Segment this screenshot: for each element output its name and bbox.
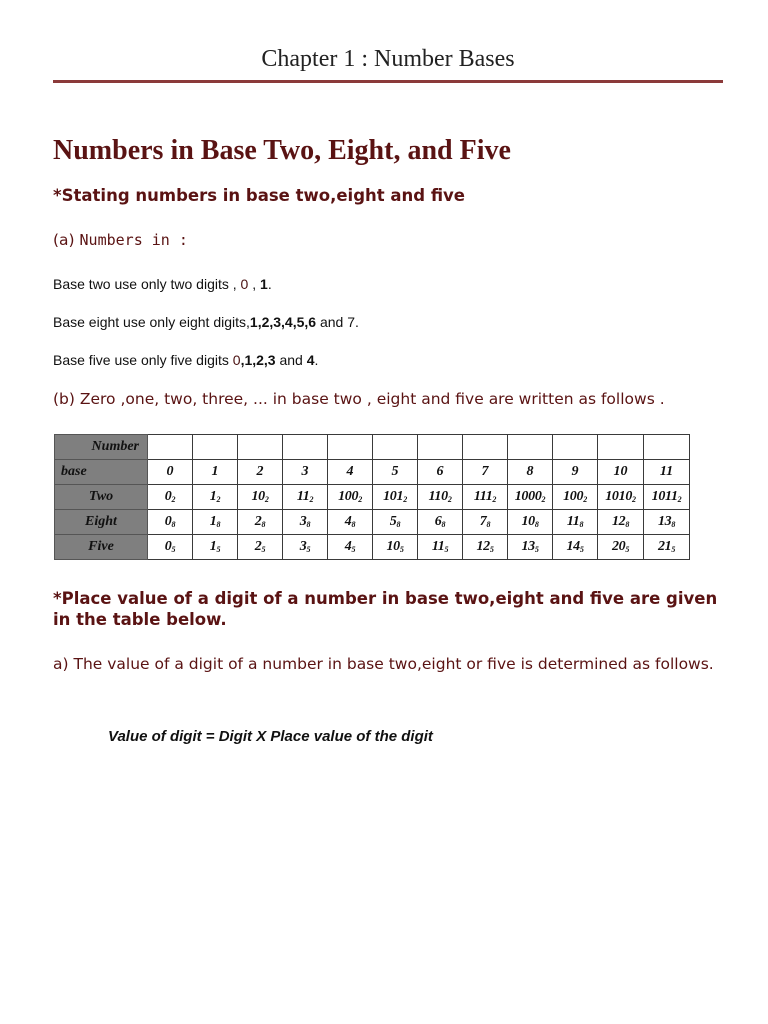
cell-base-subscript: 5	[171, 545, 176, 554]
row-base-label: Five	[55, 535, 148, 560]
table-cell	[553, 435, 598, 460]
cell-value: 0	[164, 514, 172, 529]
paragraph-a	[53, 231, 188, 249]
paragraph-c: a) The value of a digit of a number in base two,eight or five is determined as follows.	[53, 655, 714, 673]
cell-base-subscript: 8	[351, 520, 356, 529]
paragraph-a-label: (a)	[53, 231, 75, 249]
table-header-number: 3	[283, 460, 328, 485]
cell-base-subscript: 5	[306, 545, 311, 554]
table-cell	[598, 510, 644, 535]
table-row	[55, 510, 690, 535]
cell-base-subscript: 8	[671, 520, 676, 529]
base-two-digit-zero: 0	[240, 276, 249, 292]
base-five-line	[53, 352, 318, 368]
table-cell	[283, 535, 328, 560]
cell-value: 12	[611, 514, 626, 529]
table-header-number: 1	[193, 460, 238, 485]
cell-base-subscript: 2	[171, 495, 176, 504]
table-header-number: 8	[508, 460, 553, 485]
row-base-label: Eight	[55, 510, 148, 535]
table-cell	[283, 485, 328, 510]
cell-base-subscript: 5	[444, 545, 449, 554]
table-cell	[508, 435, 553, 460]
base-two-separator: ,	[248, 276, 261, 292]
table-cell	[148, 435, 193, 460]
cell-base-subscript: 5	[534, 545, 539, 554]
table-cell	[644, 485, 690, 510]
table-cell	[418, 535, 463, 560]
table-cell	[418, 435, 463, 460]
corner-number-label: Number	[55, 435, 148, 460]
table-cell	[463, 485, 508, 510]
cell-base-subscript: 2	[677, 495, 682, 504]
cell-value: 12	[476, 539, 490, 554]
place-value-heading: *Place value of a digit of a number in base two,eight and five are given in the table below.	[53, 589, 718, 629]
table-number-row	[55, 460, 690, 485]
table-cell	[373, 510, 418, 535]
table-cell	[644, 435, 690, 460]
cell-base-subscript: 8	[534, 520, 539, 529]
base-two-end: .	[267, 276, 272, 292]
cell-value: 1	[209, 514, 217, 529]
table-cell	[328, 535, 373, 560]
cell-value: 100	[338, 489, 359, 504]
cell-base-subscript: 8	[625, 520, 630, 529]
cell-value: 1010	[605, 489, 633, 504]
cell-base-subscript: 5	[261, 545, 266, 554]
cell-value: 11	[566, 514, 580, 529]
cell-base-subscript: 8	[216, 520, 221, 529]
cell-base-subscript: 2	[403, 495, 407, 504]
paragraph-a-text: Numbers in :	[79, 231, 188, 249]
header-divider	[53, 80, 723, 83]
cell-value: 101	[383, 489, 404, 504]
table-header-number: 5	[373, 460, 418, 485]
cell-base-subscript: 8	[306, 520, 311, 529]
base-five-and: and	[275, 352, 307, 368]
base-eight-digits: 1,2,3,4,5,6	[249, 314, 317, 330]
base-eight-last-digit: 7	[347, 314, 356, 330]
table-cell	[238, 535, 283, 560]
table-cell	[508, 535, 553, 560]
table-cell	[148, 535, 193, 560]
table-cell	[148, 485, 193, 510]
number-bases-table	[54, 434, 690, 560]
base-two-digit-one: 1	[260, 276, 268, 292]
table-cell	[418, 510, 463, 535]
table-cell	[508, 485, 553, 510]
cell-base-subscript: 5	[489, 545, 494, 554]
table-header-number: 0	[148, 460, 193, 485]
cell-value: 2	[254, 514, 262, 529]
table-row	[55, 535, 690, 560]
table-header-row-top	[55, 435, 690, 460]
table-header-number: 6	[418, 460, 463, 485]
cell-base-subscript: 2	[216, 495, 221, 504]
table-cell	[328, 435, 373, 460]
cell-base-subscript: 8	[486, 520, 491, 529]
cell-base-subscript: 5	[216, 545, 221, 554]
cell-base-subscript: 8	[261, 520, 266, 529]
table-cell	[644, 535, 690, 560]
cell-value: 10	[386, 539, 400, 554]
row-base-label: Two	[55, 485, 148, 510]
table-cell	[598, 535, 644, 560]
cell-value: 100	[563, 489, 584, 504]
cell-value: 20	[611, 539, 626, 554]
cell-value: 0	[164, 539, 172, 554]
section-subheading: *Stating numbers in base two,eight and five	[53, 186, 466, 205]
table-cell	[328, 510, 373, 535]
base-five-digit-zero: 0	[232, 352, 241, 368]
cell-base-subscript: 2	[583, 495, 587, 504]
base-two-line	[53, 276, 272, 292]
table-header-number: 9	[553, 460, 598, 485]
cell-base-subscript: 5	[399, 545, 404, 554]
cell-base-subscript: 5	[579, 545, 584, 554]
table-cell	[193, 535, 238, 560]
cell-base-subscript: 5	[625, 545, 630, 554]
cell-value: 111	[473, 489, 493, 504]
cell-base-subscript: 2	[541, 495, 546, 504]
table-cell	[373, 485, 418, 510]
cell-base-subscript: 5	[351, 545, 356, 554]
page-title: Numbers in Base Two, Eight, and Five	[53, 135, 511, 166]
table-cell	[283, 435, 328, 460]
table-cell	[598, 435, 644, 460]
table-cell	[598, 485, 644, 510]
table-cell	[508, 510, 553, 535]
cell-value: 11	[296, 489, 310, 504]
base-eight-and: and	[316, 314, 348, 330]
table-cell	[193, 485, 238, 510]
cell-value: 3	[299, 514, 307, 529]
cell-base-subscript: 8	[441, 520, 446, 529]
cell-value: 1011	[651, 489, 678, 504]
table-row	[55, 485, 690, 510]
table-cell	[463, 535, 508, 560]
base-eight-end: .	[355, 314, 359, 330]
cell-value: 1000	[514, 489, 542, 504]
table-header-number: 4	[328, 460, 373, 485]
cell-value: 2	[254, 539, 262, 554]
base-two-text: Base two use only two digits ,	[53, 276, 241, 292]
cell-value: 1	[209, 539, 217, 554]
cell-base-subscript: 8	[396, 520, 401, 529]
table-header-number: 10	[598, 460, 644, 485]
cell-base-subscript: 2	[309, 495, 314, 504]
table-header-number: 7	[463, 460, 508, 485]
table-cell	[283, 510, 328, 535]
base-five-text: Base five use only five digits	[53, 352, 233, 368]
base-eight-text: Base eight use only eight digits,	[53, 314, 250, 330]
table-cell	[373, 435, 418, 460]
cell-value: 11	[431, 539, 445, 554]
table-cell	[148, 510, 193, 535]
table-cell	[463, 435, 508, 460]
cell-base-subscript: 2	[358, 495, 362, 504]
table-cell	[553, 535, 598, 560]
cell-value: 110	[428, 489, 448, 504]
cell-base-subscript: 5	[671, 545, 676, 554]
cell-value: 3	[299, 539, 307, 554]
formula: Value of digit = Digit X Place value of the digit	[108, 728, 433, 745]
cell-base-subscript: 2	[492, 495, 497, 504]
cell-value: 10	[251, 489, 265, 504]
cell-value: 7	[479, 514, 487, 529]
table-cell	[463, 510, 508, 535]
base-five-digits: ,1,2,3	[240, 352, 276, 368]
table-cell	[553, 510, 598, 535]
table-header-number: 11	[644, 460, 690, 485]
table-cell	[373, 535, 418, 560]
table-cell	[328, 485, 373, 510]
cell-base-subscript: 8	[171, 520, 176, 529]
cell-base-subscript: 2	[632, 495, 636, 504]
table-cell	[644, 510, 690, 535]
cell-value: 10	[521, 514, 535, 529]
base-five-end: .	[314, 352, 319, 368]
corner-base-label: base	[55, 460, 148, 485]
cell-value: 13	[521, 539, 535, 554]
table-cell	[193, 435, 238, 460]
cell-value: 6	[434, 514, 442, 529]
table-cell	[238, 510, 283, 535]
cell-base-subscript: 8	[579, 520, 584, 529]
cell-base-subscript: 2	[447, 495, 452, 504]
chapter-title: Chapter 1 : Number Bases	[261, 46, 515, 72]
table-cell	[418, 485, 463, 510]
cell-value: 5	[389, 514, 397, 529]
cell-value: 14	[566, 539, 580, 554]
table-cell	[238, 485, 283, 510]
cell-value: 1	[209, 489, 217, 504]
paragraph-b: (b) Zero ,one, two, three, ... in base two , eight and five are written as follows .	[53, 390, 665, 408]
cell-value: 13	[657, 514, 672, 529]
cell-value: 4	[344, 514, 352, 529]
base-five-last-digit: 4	[306, 352, 315, 368]
table-cell	[238, 435, 283, 460]
base-eight-line	[53, 314, 359, 330]
cell-value: 4	[344, 539, 352, 554]
cell-base-subscript: 2	[264, 495, 269, 504]
table-header-number: 2	[238, 460, 283, 485]
cell-value: 21	[657, 539, 672, 554]
cell-value: 0	[164, 489, 172, 504]
table-cell	[193, 510, 238, 535]
table-cell	[553, 485, 598, 510]
